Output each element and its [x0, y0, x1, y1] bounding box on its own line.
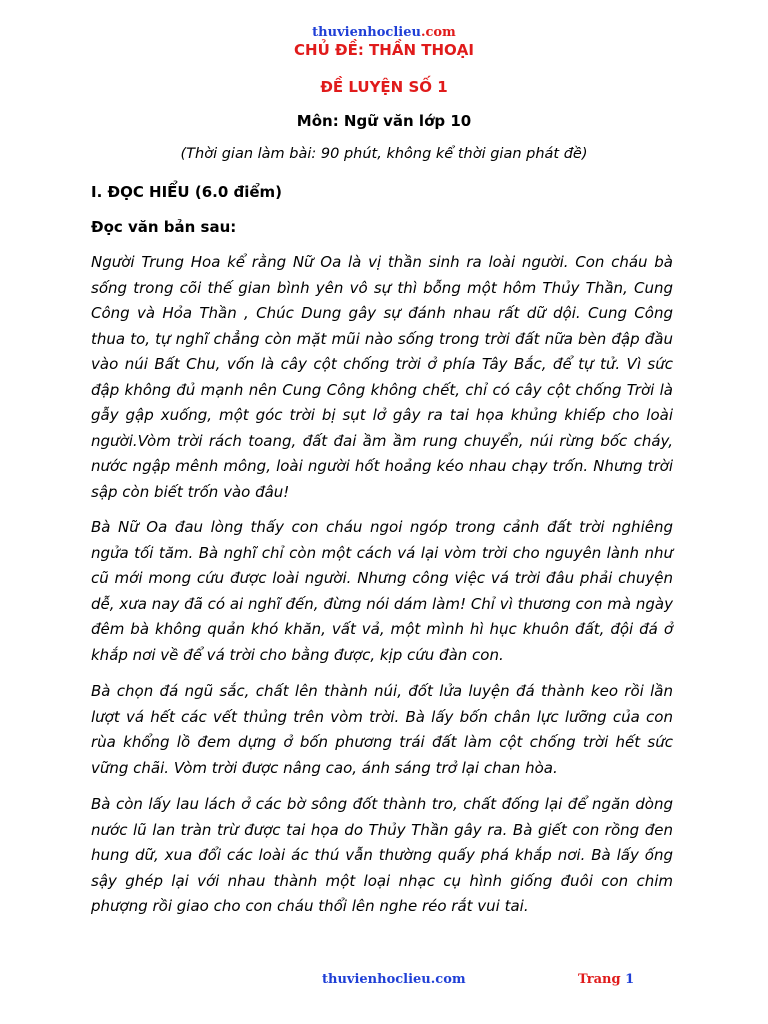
passage-paragraph: Bà chọn đá ngũ sắc, chất lên thành núi, đốt lửa luyện đá thành keo rồi lần lượt vá hết các vết thủng trên vòm trời. Bà lấy bốn chân lực lưỡng của con rùa khổng lồ đem dựng ở bốn phương trái đất làm cột chống trời hết sức vững chãi. Vòm trời được nâng cao, ánh sáng trở lại chan hòa.: [91, 682, 673, 777]
section-heading: I. ĐỌC HIỂU (6.0 điểm): [91, 183, 283, 201]
page-label: Trang: [578, 972, 621, 987]
exam-title: ĐỀ LUYỆN SỐ 1: [320, 78, 448, 96]
passage-paragraph: Bà Nữ Oa đau lòng thấy con cháu ngoi ngóp trong cảnh đất trời nghiêng ngửa tối tăm. Bà nghĩ chỉ còn một cách vá lại vòm trời cho nguyên lành như cũ mới mong cứu được loài người. Nhưng công việc vá trời đâu phải chuyện dễ, xưa nay đã có ai nghĩ đến, đừng nói dám làm! Chỉ vì thương con mà ngày đêm bà không quản khó khăn, vất vả, một mình hì hục khuôn đất, đội đá ở khắp nơi về để vá trời cho bằng được, kịp cứu đàn con.: [91, 518, 673, 664]
passage-paragraph: Người Trung Hoa kể rằng Nữ Oa là vị thần sinh ra loài người. Con cháu bà sống trong cõi thế gian bình yên vô sự thì bỗng một hôm Thủy Thần, Cung Công và Hỏa Thần , Chúc Dung gây sự đánh nhau rất dữ dội. Cung Công thua to, tự nghĩ chẳng còn mặt mũi nào sống trong trời đất nữa bèn đập đầu vào núi Bất Chu, vốn là cây cột chống trời ở phía Tây Bắc, để tự tử. Vì sức đập không đủ mạnh nên Cung Công không chết, chỉ có cây cột chống Trời là gẫy gập xuống, một góc trời bị sụt lở gây ra tai họa khủng khiếp cho loài người.Vòm trời rách toang, đất đai ầm ầm rung chuyển, núi rừng bốc cháy, nước ngập mênh mông, loài người hốt hoảng kéo nhau chạy trốn. Nhưng trời sập còn biết trốn vào đâu!: [91, 253, 673, 501]
reading-instruction: Đọc văn bản sau:: [91, 218, 237, 236]
site-name-main: thuvienhoclieu: [312, 25, 421, 40]
header-site-name: [0, 25, 768, 40]
passage-paragraph: Bà còn lấy lau lách ở các bờ sông đốt thành tro, chất đống lại để ngăn dòng nước lũ lan tràn trừ được tai họa do Thủy Thần gây ra. Bà giết con rồng đen hung dữ, xua đổi các loài ác thú vẫn thường quấy phá khắp nơi. Bà lấy ống sậy ghép lại với nhau thành một loại nhạc cụ hình giống đuôi con chim phượng rồi giao cho con cháu thổi lên nghe réo rắt vui tai.: [91, 795, 673, 915]
subject-line: Môn: Ngữ văn lớp 10: [296, 112, 472, 130]
page-number: [578, 972, 634, 987]
page-number-value: 1: [625, 972, 635, 987]
time-note: (Thời gian làm bài: 90 phút, không kể thời gian phát đề): [180, 146, 588, 162]
footer-site-name: thuvienhoclieu.com: [322, 972, 466, 987]
site-name-domain: .com: [420, 25, 456, 40]
topic-title: CHỦ ĐỀ: THẦN THOẠI: [294, 41, 474, 59]
